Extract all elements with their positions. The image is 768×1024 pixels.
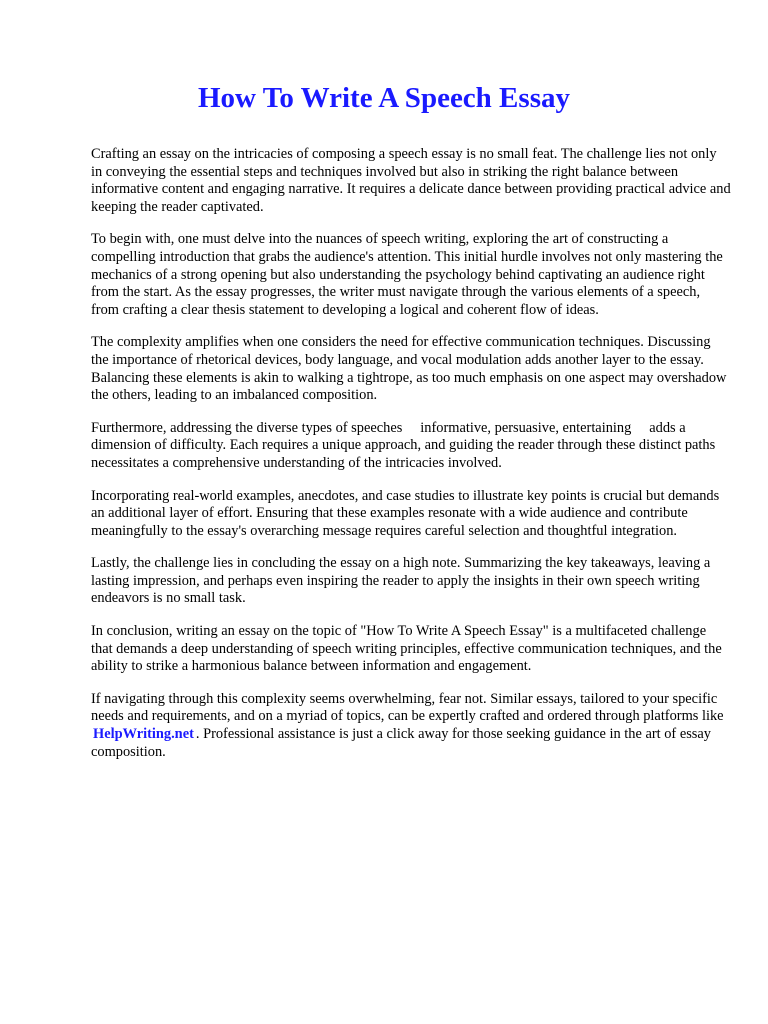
paragraph-8-before-link: If navigating through this complexity seems overwhelming, fear not. Similar essays, tailored to your specific needs and requirements, and on a myriad of topics, can be expertly crafted and ordered through platforms like [91,690,724,725]
paragraph-5: Incorporating real-world examples, anecdotes, and case studies to illustrate key points is crucial but demands an additional layer of effort. Ensuring that these examples resonate with a wide audience and contribute meaningfully to the essay's overarching message requires careful selection and thoughtful integration. [91,487,720,539]
paragraph-8-after-link: . Professional assistance is just a click away for those seeking guidance in the art of essay composition. [91,726,711,760]
paragraph-7: In conclusion, writing an essay on the topic of "How To Write A Speech Essay" is a multifaceted challenge that demands a deep understanding of speech writing principles, effective communication techniques, and the ability to strike a harmonious balance between information and engagement. [91,623,722,675]
paragraph-8 [91,691,731,761]
paragraph-3: The complexity amplifies when one considers the need for effective communication techniques. Discussing the importance of rhetorical devices, body language, and vocal modulation adds another layer to the essay. Balancing these elements is akin to walking a tightrope, as too much emphasis on one aspect may overshadow the others, leading to an imbalanced composition. [91,334,727,404]
paragraph-1: Crafting an essay on the intricacies of composing a speech essay is no small feat. The challenge lies not only in conveying the essential steps and techniques involved but also in striking the right balance between informative content and engaging narrative. It requires a delicate dance between providing practical advice and keeping the reader captivated. [91,146,731,215]
paragraph-4: Furthermore, addressing the diverse types of speeches informative, persuasive, entertaining adds a dimension of difficulty. Each requires a unique approach, and guiding the reader through these distinct paths necessitates a comprehensive understanding of the intricacies involved. [91,419,716,471]
helpwriting-link[interactable]: HelpWriting.net [93,726,194,743]
document-body [91,146,731,776]
document-title: How To Write A Speech Essay [198,82,570,114]
paragraph-6: Lastly, the challenge lies in concluding the essay on a high note. Summarizing the key takeaways, leaving a lasting impression, and perhaps even inspiring the reader to apply the insights in their own speech writing endeavors is no small task. [91,555,711,607]
paragraph-2: To begin with, one must delve into the nuances of speech writing, exploring the art of constructing a compelling introduction that grabs the audience's attention. This initial hurdle involves not only mastering the mechanics of a strong opening but also understanding the psychology behind captivating an audience right from the start. As the essay progresses, the writer must navigate through the various elements of a speech, from crafting a clear thesis statement to developing a logical and coherent flow of ideas. [91,231,723,318]
